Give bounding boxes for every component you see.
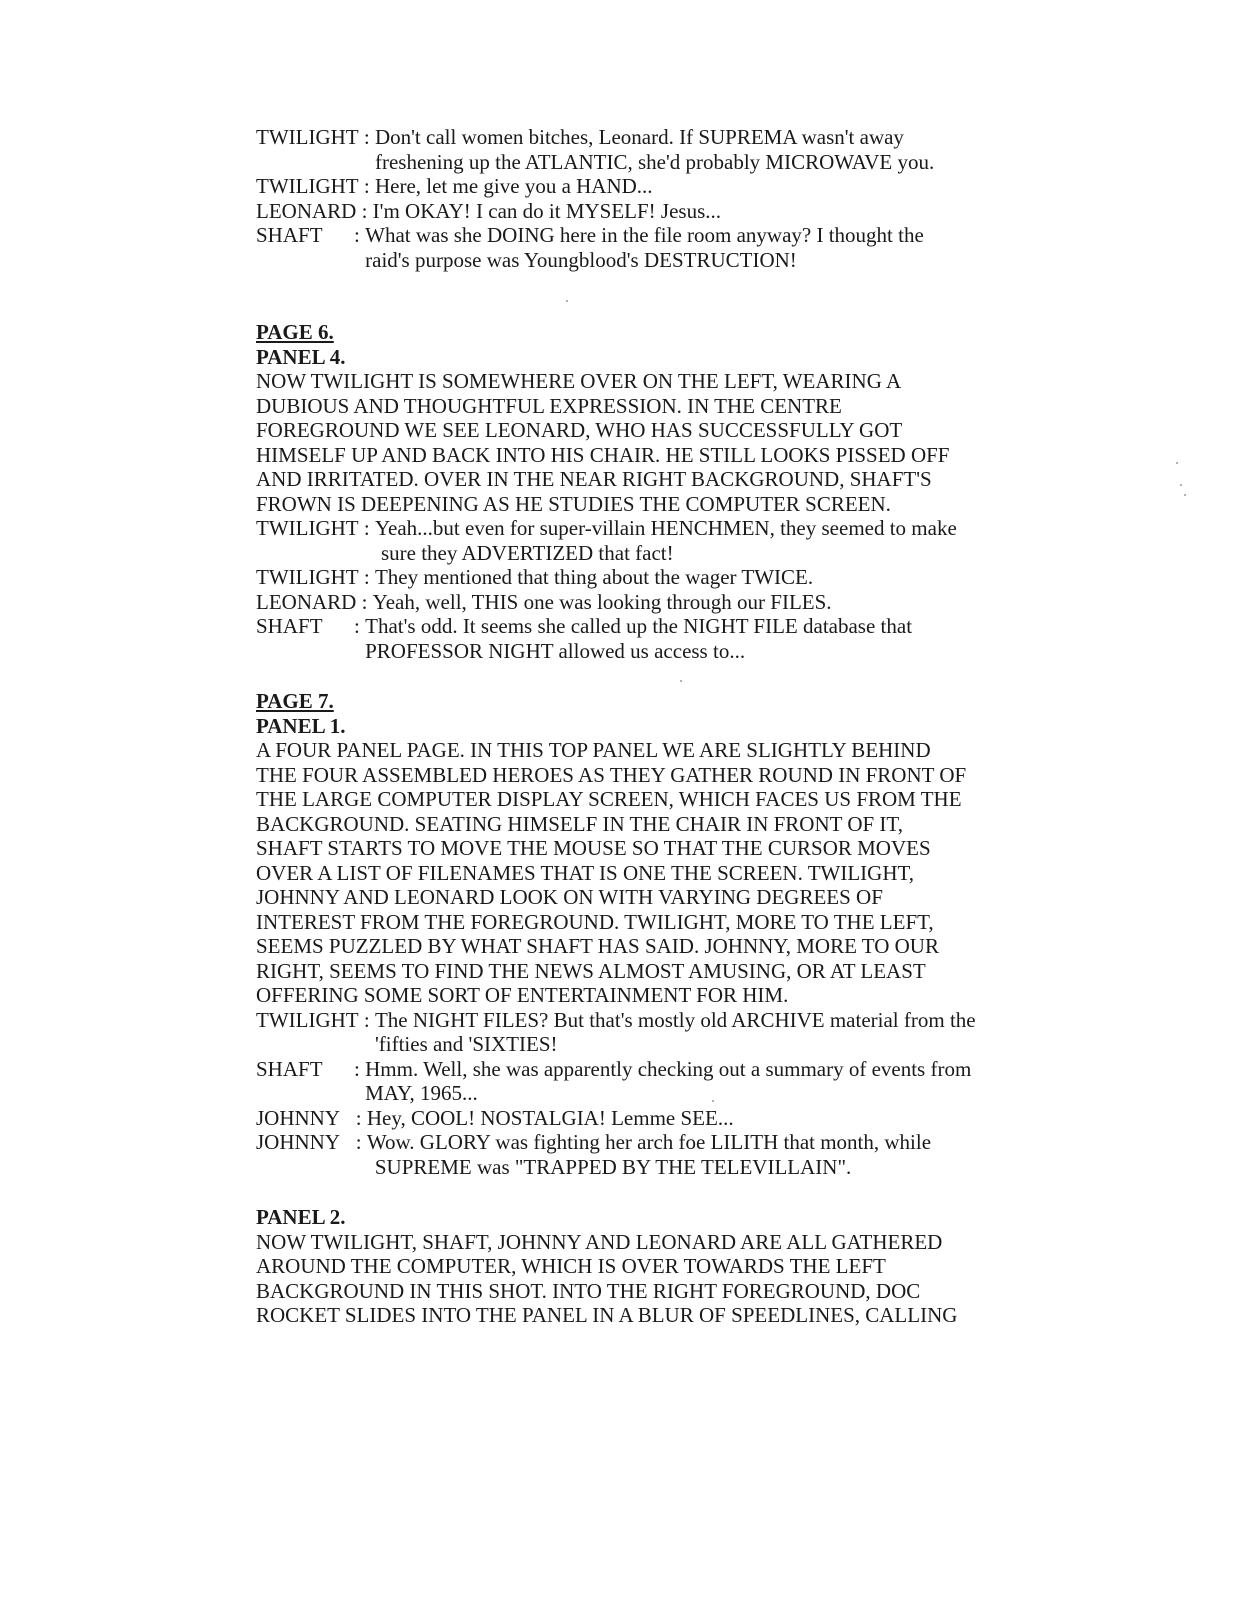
dialogue-text-line: What was she DOING here in the file room anyway? I thought the [365, 223, 924, 247]
panel-description [256, 369, 996, 516]
description-line: OVER A LIST OF FILENAMES THAT IS ONE THE SCREEN. TWILIGHT, [256, 860, 915, 885]
panel-block [256, 320, 996, 663]
description-line: AROUND THE COMPUTER, WHICH IS OVER TOWARDS THE LEFT [256, 1254, 886, 1278]
dialogue-text [365, 1057, 996, 1106]
speaker-name: SHAFT [256, 614, 323, 638]
speaker-separator: : [356, 198, 373, 223]
description-line: FOREGROUND WE SEE LEONARD, WHO HAS SUCCESSFULLY GOT [256, 418, 903, 442]
panel-description [256, 738, 996, 1008]
dialogue-text-line: 'fifties and 'SIXTIES! [374, 1032, 558, 1056]
scan-speck [680, 680, 682, 682]
dialogue-text [375, 125, 996, 174]
dialogue-text [367, 1130, 996, 1179]
speaker-separator: : [358, 174, 375, 198]
speaker-separator: : [358, 516, 375, 540]
description-line: OFFERING SOME SORT OF ENTERTAINMENT FOR HIM. [256, 983, 789, 1007]
dialogue-text [373, 590, 996, 615]
panel-block [256, 1205, 996, 1328]
speaker-name: TWILIGHT [256, 516, 359, 540]
speaker-name: TWILIGHT [256, 174, 359, 198]
page-heading: PAGE 7. [256, 689, 334, 713]
dialogue-text-line: SUPREME was "TRAPPED BY THE TELEVILLAIN". [374, 1154, 852, 1179]
dialogue-text [375, 565, 996, 590]
dialogue-text-line: Wow. GLORY was fighting her arch foe LILITH that month, while [366, 1130, 932, 1154]
description-line: FROWN IS DEEPENING AS HE STUDIES THE COMPUTER SCREEN. [256, 491, 891, 516]
dialogue-line [256, 223, 996, 272]
panel-block [256, 689, 996, 1179]
dialogue-line [256, 590, 996, 615]
speaker-separator: : [322, 1056, 366, 1081]
dialogue-text [373, 199, 996, 224]
dialogue-text-line: Yeah, well, THIS one was looking through our FILES. [372, 589, 832, 614]
dialogue-line [256, 1106, 996, 1131]
speaker-separator: : [358, 565, 375, 589]
dialogue-line [256, 1057, 996, 1106]
scan-speck [566, 300, 568, 302]
scan-speck [712, 1100, 714, 1102]
dialogue-text-line: I'm OKAY! I can do it MYSELF! Jesus... [372, 198, 721, 223]
speaker-separator: : [358, 125, 375, 149]
dialogue-text-line: PROFESSOR NIGHT allowed us access to... [365, 638, 746, 663]
page-heading: PAGE 6. [256, 320, 334, 344]
dialogue-text [375, 174, 996, 199]
description-line: A FOUR PANEL PAGE. IN THIS TOP PANEL WE ARE SLIGHTLY BEHIND [256, 738, 931, 762]
panel-heading: PANEL 2. [256, 1205, 346, 1229]
panel-heading: PANEL 1. [256, 713, 346, 738]
description-line: SEEMS PUZZLED BY WHAT SHAFT HAS SAID. JOHNNY, MORE TO OUR [256, 934, 939, 958]
speaker-name: JOHNNY [256, 1130, 340, 1154]
description-line: DUBIOUS AND THOUGHTFUL EXPRESSION. IN THE CENTRE [256, 393, 842, 418]
speaker-name: LEONARD [256, 589, 357, 614]
scan-speck [1184, 494, 1186, 496]
speaker-name: TWILIGHT [256, 1007, 359, 1032]
speaker-separator: : [322, 223, 366, 247]
spacer [256, 1179, 996, 1205]
spacer [256, 663, 996, 689]
speaker-name: SHAFT [256, 1056, 323, 1081]
scan-speck [1176, 462, 1178, 464]
description-line: AND IRRITATED. OVER IN THE NEAR RIGHT BACKGROUND, SHAFT'S [256, 467, 932, 491]
dialogue-line [256, 565, 996, 590]
dialogue-text-line: Don't call women bitches, Leonard. If SUPREMA wasn't away [374, 125, 904, 149]
dialogue-text [365, 614, 996, 663]
description-line: NOW TWILIGHT, SHAFT, JOHNNY AND LEONARD ARE ALL GATHERED [256, 1229, 943, 1254]
script-page [256, 125, 996, 1328]
dialogue-text-line: freshening up the ATLANTIC, she'd probably MICROWAVE you. [374, 149, 935, 174]
description-line: THE LARGE COMPUTER DISPLAY SCREEN, WHICH FACES US FROM THE [256, 787, 962, 811]
scan-speck [1180, 484, 1182, 486]
dialogue-text-line: They mentioned that thing about the wager TWICE. [374, 565, 814, 589]
dialogue-text [367, 1106, 996, 1131]
dialogue-line [256, 125, 996, 174]
dialogue-line [256, 1008, 996, 1057]
description-line: BACKGROUND. SEATING HIMSELF IN THE CHAIR IN FRONT OF IT, [256, 811, 903, 836]
speaker-name: TWILIGHT [256, 565, 359, 589]
dialogue-line [256, 516, 996, 565]
dialogue-text-line: Hey, COOL! NOSTALGIA! Lemme SEE... [366, 1105, 734, 1130]
dialogue-text [375, 516, 996, 565]
speaker-separator: : [340, 1105, 367, 1130]
panel-heading: PANEL 4. [256, 344, 346, 369]
dialogue-line [256, 1130, 996, 1179]
spacer [256, 272, 996, 320]
panel-description [256, 1230, 996, 1328]
description-line: RIGHT, SEEMS TO FIND THE NEWS ALMOST AMUSING, OR AT LEAST [256, 958, 926, 983]
speaker-separator: : [356, 589, 373, 614]
description-line: SHAFT STARTS TO MOVE THE MOUSE SO THAT THE CURSOR MOVES [256, 836, 931, 860]
speaker-separator: : [340, 1130, 367, 1154]
description-line: JOHNNY AND LEONARD LOOK ON WITH VARYING DEGREES OF [256, 885, 883, 909]
speaker-name: SHAFT [256, 223, 323, 247]
dialogue-text-line: The NIGHT FILES? But that's mostly old ARCHIVE material from the [374, 1007, 976, 1032]
dialogue-text-line: sure they ADVERTIZED that fact! [380, 540, 674, 565]
dialogue-text-line: Yeah...but even for super-villain HENCHMEN, they seemed to make [374, 516, 957, 540]
description-line: HIMSELF UP AND BACK INTO HIS CHAIR. HE STILL LOOKS PISSED OFF [256, 442, 950, 467]
dialogue-text-line: Here, let me give you a HAND... [374, 174, 653, 198]
description-line: NOW TWILIGHT IS SOMEWHERE OVER ON THE LEFT, WEARING A [256, 369, 902, 393]
speaker-separator: : [358, 1007, 375, 1032]
dialogue-text-line: Hmm. Well, she was apparently checking out a summary of events from [365, 1056, 972, 1081]
speaker-name: LEONARD [256, 198, 357, 223]
speaker-name: TWILIGHT [256, 125, 359, 149]
description-line: INTEREST FROM THE FOREGROUND. TWILIGHT, MORE TO THE LEFT, [256, 909, 934, 934]
dialogue-text-line: That's odd. It seems she called up the NIGHT FILE database that [365, 614, 913, 638]
dialogue-block [256, 125, 996, 272]
dialogue-line [256, 174, 996, 199]
dialogue-line [256, 199, 996, 224]
dialogue-text-line: raid's purpose was Youngblood's DESTRUCTION! [365, 247, 797, 272]
dialogue-line [256, 614, 996, 663]
description-line: BACKGROUND IN THIS SHOT. INTO THE RIGHT FOREGROUND, DOC [256, 1278, 921, 1303]
speaker-name: JOHNNY [256, 1105, 340, 1130]
dialogue-text [365, 223, 996, 272]
dialogue-text [375, 1008, 996, 1057]
description-line: THE FOUR ASSEMBLED HEROES AS THEY GATHER ROUND IN FRONT OF [256, 762, 967, 787]
description-line: ROCKET SLIDES INTO THE PANEL IN A BLUR OF SPEEDLINES, CALLING [256, 1303, 958, 1327]
dialogue-text-line: MAY, 1965... [365, 1081, 478, 1105]
speaker-separator: : [322, 614, 366, 638]
